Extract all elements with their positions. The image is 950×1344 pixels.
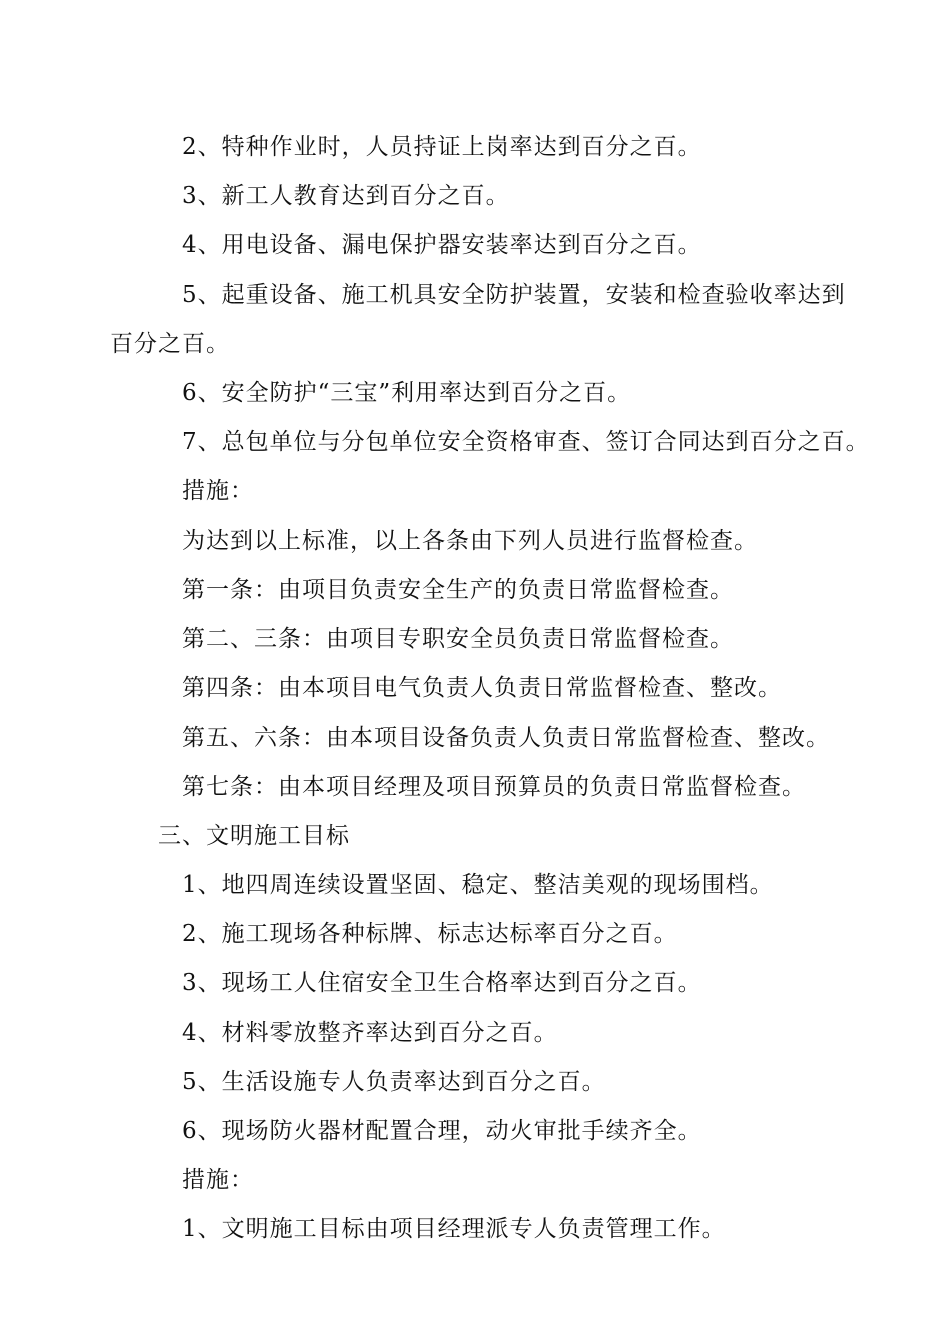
paragraph-line: 1、文明施工目标由项目经理派专人负责管理工作。 — [182, 1216, 726, 1242]
paragraph-line: 第七条：由本项目经理及项目预算员的负责日常监督检查。 — [182, 774, 806, 800]
paragraph-line: 5、生活设施专人负责率达到百分之百。 — [182, 1069, 606, 1095]
paragraph-line: 第二、三条：由项目专职安全员负责日常监督检查。 — [182, 626, 734, 652]
paragraph-line: 为达到以上标准，以上各条由下列人员进行监督检查。 — [182, 528, 758, 554]
paragraph-line: 4、材料零放整齐率达到百分之百。 — [182, 1020, 558, 1046]
paragraph-line: 第一条：由项目负责安全生产的负责日常监督检查。 — [182, 577, 734, 603]
paragraph-line: 5、起重设备、施工机具安全防护装置，安装和检查验收率达到 — [182, 282, 846, 308]
paragraph-line: 3、新工人教育达到百分之百。 — [182, 183, 510, 209]
paragraph-line: 1、地四周连续设置坚固、稳定、整洁美观的现场围档。 — [182, 872, 774, 898]
section-label: 措施： — [182, 1167, 254, 1193]
paragraph-line: 7、总包单位与分包单位安全资格审查、签订合同达到百分之百。 — [182, 429, 870, 455]
paragraph-line: 4、用电设备、漏电保护器安装率达到百分之百。 — [182, 232, 702, 258]
paragraph-line: 6、安全防护“三宝”利用率达到百分之百。 — [182, 380, 632, 406]
paragraph-line: 第四条：由本项目电气负责人负责日常监督检查、整改。 — [182, 675, 782, 701]
section-label: 措施： — [182, 478, 254, 504]
paragraph-line: 2、施工现场各种标牌、标志达标率百分之百。 — [182, 921, 678, 947]
paragraph-line: 第五、六条：由本项目设备负责人负责日常监督检查、整改。 — [182, 725, 830, 751]
paragraph-line: 6、现场防火器材配置合理，动火审批手续齐全。 — [182, 1118, 702, 1144]
section-heading: 三、文明施工目标 — [158, 823, 350, 849]
paragraph-line: 3、现场工人住宿安全卫生合格率达到百分之百。 — [182, 970, 702, 996]
paragraph-line: 2、特种作业时，人员持证上岗率达到百分之百。 — [182, 134, 702, 160]
paragraph-line: 百分之百。 — [110, 331, 230, 357]
